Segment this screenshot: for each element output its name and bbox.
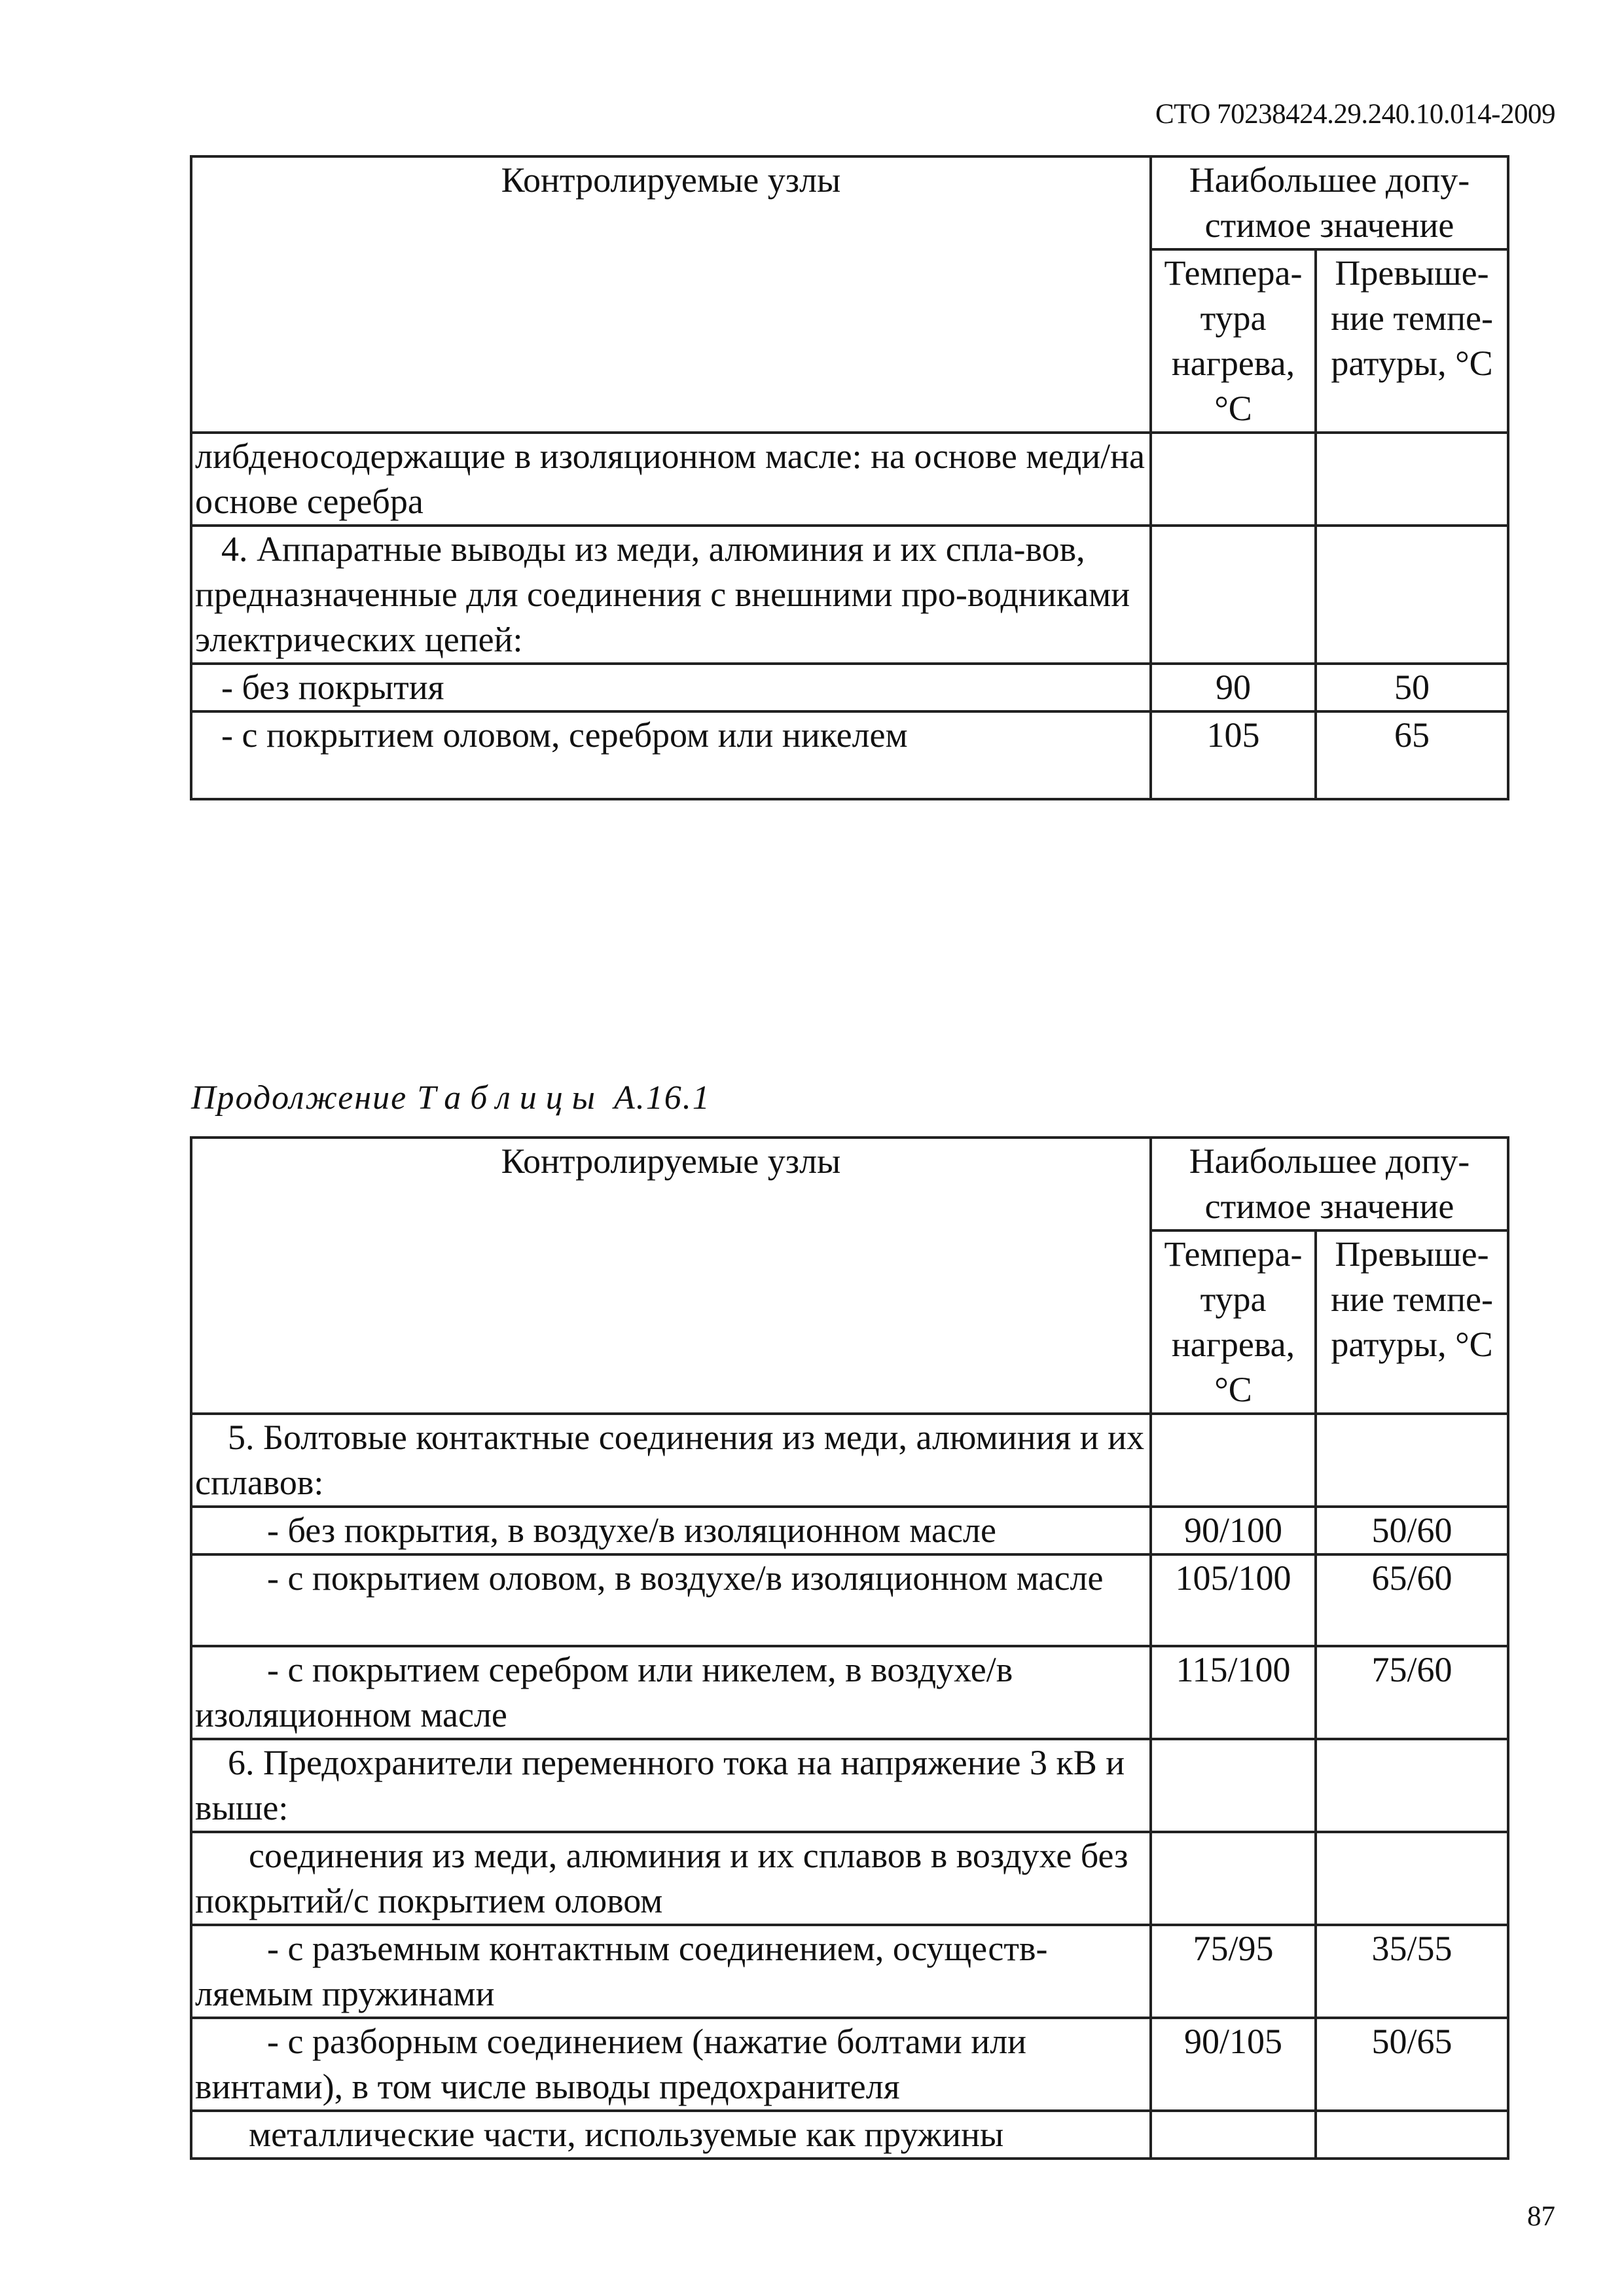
row-text: - без покрытия, в воздухе/в изоляционном масле [191, 1507, 1151, 1554]
header-excess: Превыше-ние темпе-ратуры, °С [1316, 1230, 1508, 1414]
table-row [191, 2111, 1508, 2159]
row-text: 5. Болтовые контактные соединения из меди, алюминия и их сплавов: [191, 1414, 1151, 1507]
row-temp: 75/95 [1151, 1925, 1316, 2018]
row-excess: 50/60 [1316, 1507, 1508, 1554]
row-temp [1151, 1414, 1316, 1507]
table-continuation-top [190, 155, 1509, 800]
row-excess [1316, 1414, 1508, 1507]
table-row [191, 1554, 1508, 1646]
row-excess: 65 [1316, 711, 1508, 799]
caption-number: А.16.1 [604, 1079, 711, 1117]
row-excess: 65/60 [1316, 1554, 1508, 1646]
row-temp: 105 [1151, 711, 1316, 799]
row-temp: 90/100 [1151, 1507, 1316, 1554]
row-temp [1151, 1832, 1316, 1925]
table-row [191, 711, 1508, 799]
header-nodes: Контролируемые узлы [191, 156, 1151, 433]
row-text: - с покрытием серебром или никелем, в воздухе/в изоляционном масле [191, 1646, 1151, 1739]
row-temp [1151, 2111, 1316, 2159]
row-temp [1151, 433, 1316, 526]
row-text: - без покрытия [191, 664, 1151, 711]
caption-prefix: Продолжение [191, 1079, 418, 1117]
header-max-value: Наибольшее допу-стимое значение [1151, 1138, 1508, 1230]
row-temp: 115/100 [1151, 1646, 1316, 1739]
header-excess: Превыше-ние темпе-ратуры, °С [1316, 249, 1508, 433]
row-text: 4. Аппаратные выводы из меди, алюминия и их спла-вов, предназначенные для соединения с внешними про-водниками электрических цепей: [191, 526, 1151, 664]
page-number: 87 [1527, 2201, 1555, 2232]
header-nodes: Контролируемые узлы [191, 1138, 1151, 1414]
row-temp: 105/100 [1151, 1554, 1316, 1646]
row-excess [1316, 1739, 1508, 1832]
table-caption [191, 1079, 711, 1117]
table-row [191, 1925, 1508, 2018]
row-text: либденосодержащие в изоляционном масле: на основе меди/на основе серебра [191, 433, 1151, 526]
row-text: - с разборным соединением (нажатие болтами или винтами), в том числе выводы предохранителя [191, 2018, 1151, 2111]
table-row [191, 2018, 1508, 2111]
table-row [191, 526, 1508, 664]
row-excess: 35/55 [1316, 1925, 1508, 2018]
row-excess [1316, 2111, 1508, 2159]
row-text: - с покрытием оловом, серебром или никелем [191, 711, 1151, 799]
header-max-value: Наибольшее допу-стимое значение [1151, 156, 1508, 249]
table-row [191, 1414, 1508, 1507]
document-code: СТО 70238424.29.240.10.014-2009 [1155, 99, 1555, 130]
caption-table-word: Таблицы [417, 1079, 604, 1117]
row-temp [1151, 526, 1316, 664]
row-excess: 50 [1316, 664, 1508, 711]
row-text: 6. Предохранители переменного тока на напряжение 3 кВ и выше: [191, 1739, 1151, 1832]
row-text: - с покрытием оловом, в воздухе/в изоляционном масле [191, 1554, 1151, 1646]
row-excess: 75/60 [1316, 1646, 1508, 1739]
table-continuation-a16-1 [190, 1136, 1509, 2160]
table-row [191, 1739, 1508, 1832]
row-temp: 90/105 [1151, 2018, 1316, 2111]
table-row [191, 1646, 1508, 1739]
row-temp: 90 [1151, 664, 1316, 711]
row-text: металлические части, используемые как пружины [191, 2111, 1151, 2159]
table-row [191, 433, 1508, 526]
table-row [191, 664, 1508, 711]
row-temp [1151, 1739, 1316, 1832]
row-excess [1316, 1832, 1508, 1925]
row-excess: 50/65 [1316, 2018, 1508, 2111]
header-temperature: Темпера-тура нагрева, °С [1151, 249, 1316, 433]
row-text: соединения из меди, алюминия и их сплавов в воздухе без покрытий/с покрытием оловом [191, 1832, 1151, 1925]
table-row [191, 1832, 1508, 1925]
table-row [191, 1507, 1508, 1554]
row-excess [1316, 433, 1508, 526]
header-temperature: Темпера-тура нагрева, °С [1151, 1230, 1316, 1414]
row-text: - с разъемным контактным соединением, осуществ-ляемым пружинами [191, 1925, 1151, 2018]
row-excess [1316, 526, 1508, 664]
